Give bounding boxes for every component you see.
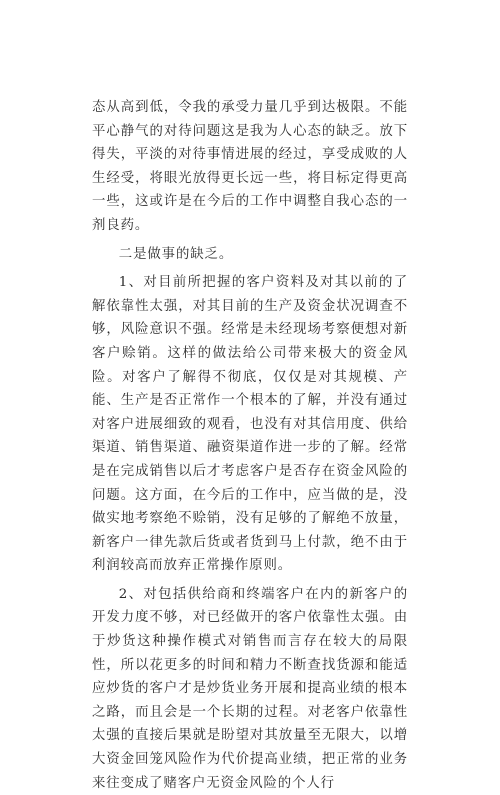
- paragraph-item-1: 1、对目前所把握的客户资料及对其以前的了解依靠性太强，对其目前的生产及资金状况调查不够，风险意识不强。经常是未经现场考察便想对新客户赊销。这样的做法给公司带来极大的资金风险。对客户了解得不彻底，仅仅是对其规模、产能、生产是否正常作一个根本的了解，并没有通过对客户进展细致的观看，也没有对其信用度、供给渠道、销售渠道、融资渠道作进一步的了解。经常是在完成销售以后才考虑客户是否存在资金风险的问题。这方面，在今后的工作中，应当做的是，没做实地考察绝不赊销，没有足够的了解绝不放量，新客户一律先款后货或者货到马上付款，绝不由于利润较高而放弃正常操作原则。: [92, 275, 408, 574]
- paragraph-item-2: 2、对包括供给商和终端客户在内的新客户的开发力度不够，对已经做开的客户依靠性太强。由于炒货这种操作模式对销售而言存在较大的局限性，所以花更多的时间和精力不断查找货源和能适应炒货的客户才是炒货业务开展和提高业绩的根本之路，而且会是一个长期的过程。对老客户依靠性太强的直接后果就是盼望对其放量至无限大，以增大资金回笼风险作为代价提高业绩，把正常的业务来往变成了赌客户无资金风险的个人行: [92, 586, 408, 791]
- paragraph-continuation: 态从高到低，令我的承受力量几乎到达极限。不能平心静气的对待问题这是我为人心态的缺乏。放下得失，平淡的对待事情进展的经过，享受成败的人生经受，将眼光放得更长远一些，将目标定得更高一些，这或许是在今后的工作中调整自我心态的一剂良药。: [92, 100, 408, 233]
- paragraph-section-heading: 二是做事的缺乏。: [118, 246, 234, 262]
- document-body: [92, 96, 408, 795]
